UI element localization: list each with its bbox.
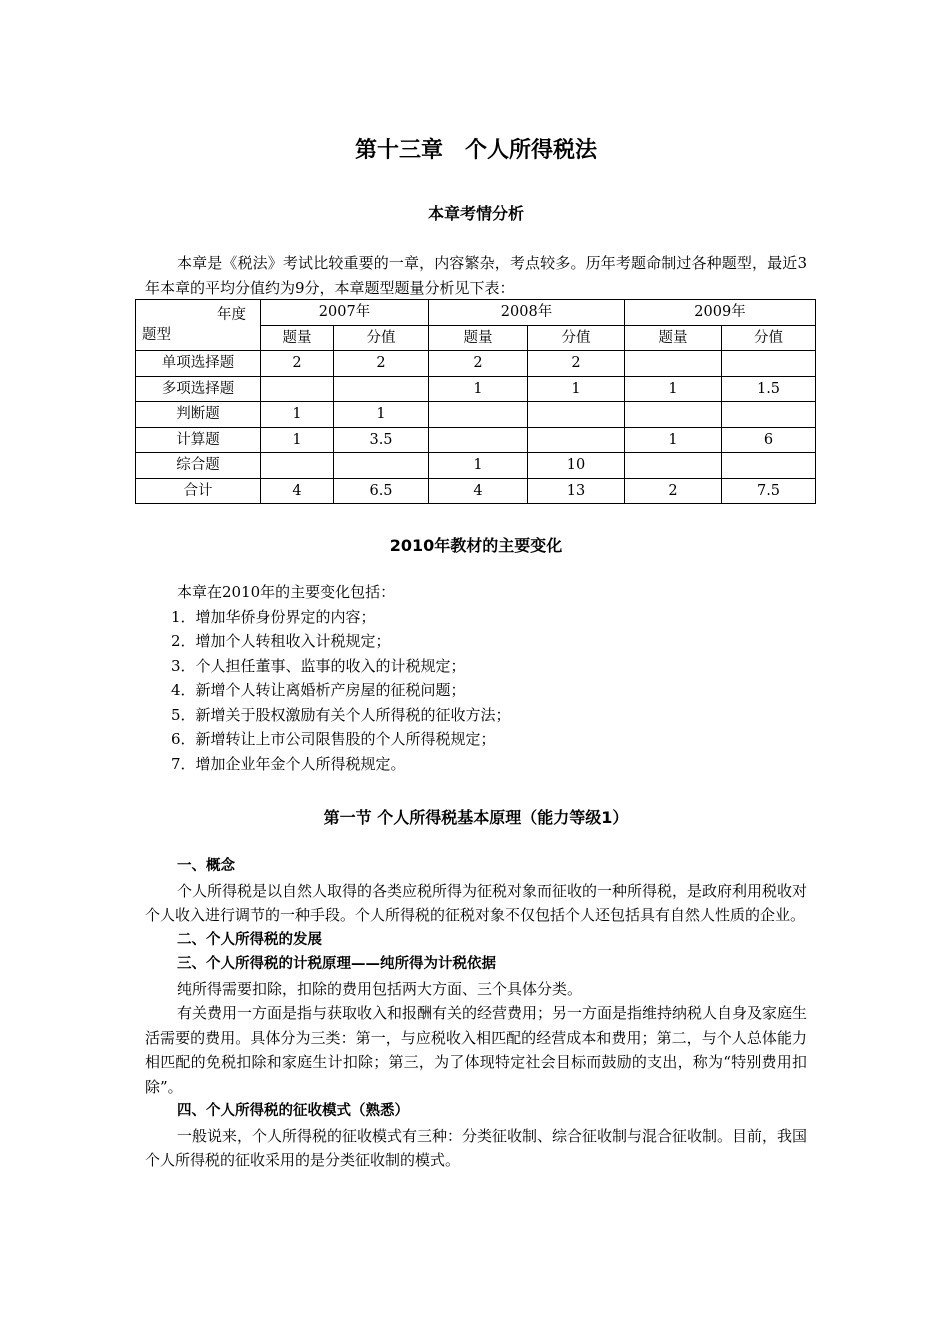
- table-cell: [625, 402, 722, 428]
- subheading-development: 二、个人所得税的发展: [177, 931, 322, 948]
- list-item: 6．新增转让上市公司限售股的个人所得税规定；: [171, 730, 496, 748]
- table-cell: [528, 427, 625, 453]
- subheading-principle: 三、个人所得税的计税原理——纯所得为计税依据: [177, 956, 496, 972]
- row-label-cell: 单项选择题: [136, 351, 261, 377]
- table-cell: 1: [261, 402, 334, 428]
- year-header: 2008年: [429, 300, 625, 326]
- table-cell: 6.5: [334, 478, 429, 504]
- row-label-cell: 合计: [136, 478, 261, 504]
- intro-block: [145, 251, 807, 300]
- list-item: 1．增加华侨身份界定的内容；: [171, 607, 376, 626]
- table-cell: 10: [528, 453, 625, 479]
- subheader-cell: 题量: [261, 325, 334, 351]
- subheader-cell: 题量: [625, 325, 722, 351]
- table-cell: 1: [625, 427, 722, 453]
- section-one-body: [145, 854, 807, 1173]
- row-label-cell: 多项选择题: [136, 376, 261, 402]
- table-row: [136, 402, 816, 428]
- table-cell: [722, 453, 816, 479]
- exam-stats-table: [135, 299, 816, 504]
- table-cell: [528, 402, 625, 428]
- paragraph-expenses: 有关费用一方面是指与获取收入和报酬有关的经营费用；另一方面是指维持纳税人自身及家庭生活需要的费用。具体分为三类：第一，与应税收入相匹配的经营成本和费用；第二，与个人总体能力相匹配的免税扣除和家庭生计扣除；第三，为了体现特定社会目标而鼓励的支出，称为“特别费用扣除”。: [145, 1004, 808, 1096]
- table-cell: 2: [528, 351, 625, 377]
- table-cell: 2: [261, 351, 334, 377]
- table-row: [136, 351, 816, 377]
- changes-list: [145, 580, 807, 776]
- table-cell: 2: [334, 351, 429, 377]
- list-item: 3．个人担任董事、监事的收入的计税规定；: [171, 656, 466, 675]
- corner-type-label: 题型: [142, 327, 171, 343]
- table-cell: 4: [429, 478, 528, 504]
- table-cell: 1: [625, 376, 722, 402]
- subheader-cell: 题量: [429, 325, 528, 351]
- row-label-cell: 计算题: [136, 427, 261, 453]
- table-cell: [429, 402, 528, 428]
- list-item: 4．新增个人转让离婚析产房屋的征税问题；: [171, 681, 466, 699]
- table-cell: [722, 351, 816, 377]
- table-cell: 1: [429, 453, 528, 479]
- table-cell: [722, 402, 816, 428]
- paragraph-collection-mode: 一般说来，个人所得税的征收模式有三种：分类征收制、综合征收制与混合征收制。目前，我国个人所得税的征收采用的是分类征收制的模式。: [145, 1126, 808, 1169]
- subheading-concept: 一、概念: [177, 858, 235, 874]
- table-cell: 1: [261, 427, 334, 453]
- table-cell: [261, 453, 334, 479]
- subheader-cell: 分值: [722, 325, 816, 351]
- table-cell: 1: [429, 376, 528, 402]
- table-cell: [429, 427, 528, 453]
- table-cell: 1: [334, 402, 429, 428]
- table-cell: 1.5: [722, 376, 816, 402]
- table-cell: 2: [429, 351, 528, 377]
- year-header: 2007年: [261, 300, 429, 326]
- section-heading-one: 第一节 个人所得税基本原理（能力等级1）: [323, 808, 629, 827]
- table-cell: [334, 376, 429, 402]
- table-cell: 4: [261, 478, 334, 504]
- table-cell: 1: [528, 376, 625, 402]
- list-item: 2．增加个人转租收入计税规定；: [171, 632, 391, 650]
- table-row: [136, 427, 816, 453]
- chapter-title: 第十三章 个人所得税法: [354, 138, 597, 163]
- intro-paragraph: 本章是《税法》考试比较重要的一章，内容繁杂，考点较多。历年考题命制过各种题型，最近3年本章的平均分值约为9分，本章题型题量分析见下表：: [145, 254, 807, 297]
- table-cell: [261, 376, 334, 402]
- table-cell: 3.5: [334, 427, 429, 453]
- table-cell: 7.5: [722, 478, 816, 504]
- table-cell: 6: [722, 427, 816, 453]
- subheading-collection-mode: 四、个人所得税的征收模式（熟悉）: [177, 1103, 409, 1119]
- section-heading-analysis: 本章考情分析: [427, 204, 524, 223]
- section-heading-changes: 2010年教材的主要变化: [389, 536, 563, 555]
- list-item: 7．增加企业年金个人所得税规定。: [171, 754, 406, 773]
- table-body: [136, 351, 816, 504]
- row-label-cell: 判断题: [136, 402, 261, 428]
- table-cell: 13: [528, 478, 625, 504]
- table-row: [136, 453, 816, 479]
- table-row: [136, 376, 816, 402]
- row-label-cell: 综合题: [136, 453, 261, 479]
- table-cell: [625, 453, 722, 479]
- subheader-cell: 分值: [334, 325, 429, 351]
- table-row: [136, 478, 816, 504]
- corner-year-label: 年度: [217, 307, 246, 323]
- table-cell: [334, 453, 429, 479]
- list-item: 5．新增关于股权激励有关个人所得税的征收方法；: [171, 705, 511, 724]
- paragraph-concept: 个人所得税是以自然人取得的各类应税所得为征税对象而征收的一种所得税，是政府利用税收对个人收入进行调节的一种手段。个人所得税的征税对象不仅包括个人还包括具有自然人性质的企业。: [145, 881, 808, 924]
- table-corner-cell: [136, 300, 261, 351]
- subheader-cell: 分值: [528, 325, 625, 351]
- table-cell: 2: [625, 478, 722, 504]
- changes-lead: 本章在2010年的主要变化包括：: [177, 583, 396, 601]
- paragraph-deduction: 纯所得需要扣除，扣除的费用包括两大方面、三个具体分类。: [177, 979, 583, 998]
- table-cell: [625, 351, 722, 377]
- table-header-row: [136, 300, 816, 326]
- year-header: 2009年: [625, 300, 816, 326]
